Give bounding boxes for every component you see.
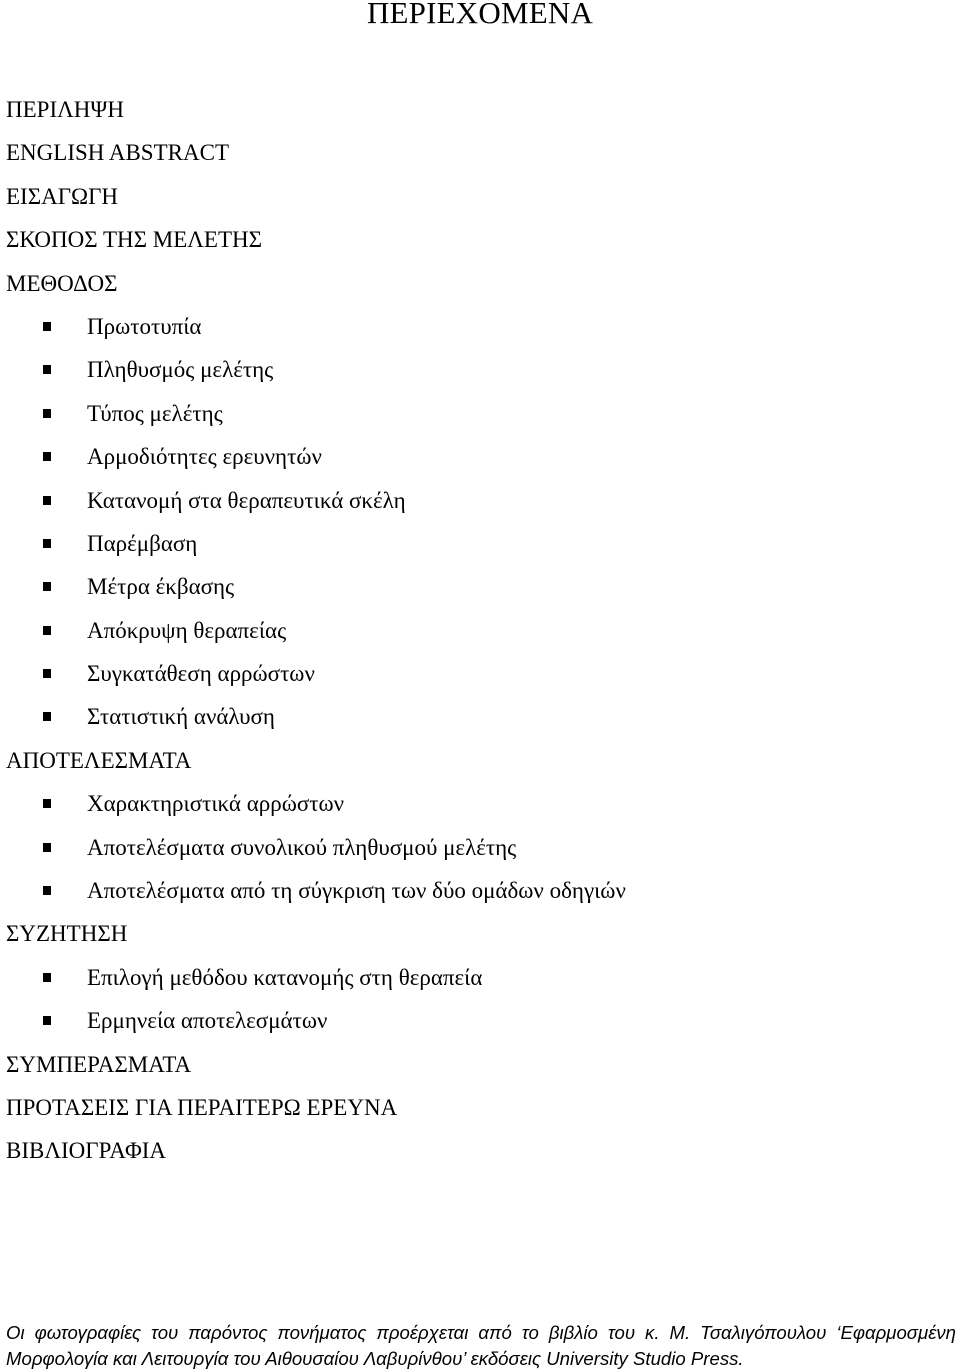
toc-item-label: Επιλογή μεθόδου κατανομής στη θεραπεία: [87, 964, 483, 990]
toc-subsection-item: [0, 522, 960, 565]
toc-item-label: ΒΙΒΛΙΟΓΡΑΦΙΑ: [6, 1138, 167, 1164]
square-bullet-icon: [43, 409, 51, 418]
square-bullet-icon: [43, 365, 51, 374]
toc-subsection-item: [0, 869, 960, 912]
page-title: ΠΕΡΙΕΧΟΜΕΝΑ: [366, 0, 594, 30]
toc-subsection-item: [0, 652, 960, 695]
toc-item-label: Ερμηνεία αποτελεσμάτων: [87, 1008, 328, 1034]
toc-subsection-item: [0, 435, 960, 478]
toc-section-item: [0, 1086, 960, 1129]
square-bullet-icon: [43, 452, 51, 461]
toc-item-label: Συγκατάθεση αρρώστων: [87, 661, 315, 687]
toc-item-label: Τύπος μελέτης: [87, 400, 223, 426]
toc-item-label: Πρωτοτυπία: [87, 313, 202, 339]
toc-item-label: Αποτελέσματα από τη σύγκριση των δύο ομάδων οδηγιών: [87, 878, 626, 904]
toc-item-label: ΣΥΜΠΕΡΑΣΜΑΤΑ: [6, 1051, 192, 1077]
toc-item-label: ΕΙΣΑΓΩΓΗ: [6, 183, 119, 209]
toc-section-item: [0, 1043, 960, 1086]
square-bullet-icon: [43, 712, 51, 721]
toc-item-label: ΣΥΖΗΤΗΣΗ: [6, 921, 128, 947]
toc-item-label: ΑΠΟΤΕΛΕΣΜΑΤΑ: [6, 747, 192, 773]
toc-section-item: [0, 218, 960, 261]
toc-subsection-item: [0, 609, 960, 652]
toc-subsection-item: [0, 479, 960, 522]
toc-subsection-item: [0, 305, 960, 348]
toc-section-item: [0, 175, 960, 218]
toc-subsection-item: [0, 565, 960, 608]
square-bullet-icon: [43, 496, 51, 505]
footer-line-2: Μορφολογία και Λειτουργία του Αιθουσαίου Λαβυρίνθου’ εκδόσεις University Studio Press.: [6, 1348, 744, 1369]
toc-item-label: Χαρακτηριστικά αρρώστων: [87, 791, 345, 817]
toc-section-item: [0, 739, 960, 782]
square-bullet-icon: [43, 843, 51, 852]
square-bullet-icon: [43, 973, 51, 982]
toc-item-label: Στατιστική ανάλυση: [87, 704, 275, 730]
toc-section-item: [0, 262, 960, 305]
toc-subsection-item: [0, 348, 960, 391]
toc-item-label: Μέτρα έκβασης: [87, 574, 235, 600]
footer-note: [6, 1320, 956, 1372]
toc-item-label: ΜΕΘΟΔΟΣ: [6, 270, 118, 296]
toc-item-label: Αποτελέσματα συνολικού πληθυσμού μελέτης: [87, 834, 517, 860]
toc-item-label: ΠΡΟΤΑΣΕΙΣ ΓΙΑ ΠΕΡΑΙΤΕΡΩ ΕΡΕΥΝΑ: [6, 1094, 398, 1120]
toc-section-item: [0, 88, 960, 131]
toc-subsection-item: [0, 956, 960, 999]
toc-section-item: [0, 1129, 960, 1172]
toc-subsection-item: [0, 999, 960, 1042]
table-of-contents: [0, 88, 960, 1173]
toc-subsection-item: [0, 392, 960, 435]
toc-item-label: ΣΚΟΠΟΣ ΤΗΣ ΜΕΛΕΤΗΣ: [6, 227, 263, 253]
toc-item-label: ENGLISH ABSTRACT: [6, 140, 229, 166]
toc-item-label: Απόκρυψη θεραπείας: [87, 617, 287, 643]
toc-subsection-item: [0, 695, 960, 738]
toc-item-label: Πληθυσμός μελέτης: [87, 357, 274, 383]
square-bullet-icon: [43, 539, 51, 548]
footer-line-1: Οι φωτογραφίες του παρόντος πονήματος προέρχεται από το βιβλίο του κ. Μ. Τσαλιγόπουλου ‘Εφαρμοσμένη: [6, 1322, 956, 1343]
square-bullet-icon: [43, 799, 51, 808]
toc-item-label: ΠΕΡΙΛΗΨΗ: [6, 97, 124, 122]
toc-item-label: Αρμοδιότητες ερευνητών: [87, 444, 322, 470]
toc-item-label: Παρέμβαση: [87, 530, 198, 556]
square-bullet-icon: [43, 626, 51, 635]
toc-item-label: Κατανομή στα θεραπευτικά σκέλη: [87, 487, 406, 513]
toc-section-item: [0, 912, 960, 955]
square-bullet-icon: [43, 669, 51, 678]
toc-subsection-item: [0, 826, 960, 869]
toc-section-item: [0, 131, 960, 174]
square-bullet-icon: [43, 1016, 51, 1025]
square-bullet-icon: [43, 322, 51, 331]
toc-subsection-item: [0, 782, 960, 825]
square-bullet-icon: [43, 886, 51, 895]
square-bullet-icon: [43, 582, 51, 591]
